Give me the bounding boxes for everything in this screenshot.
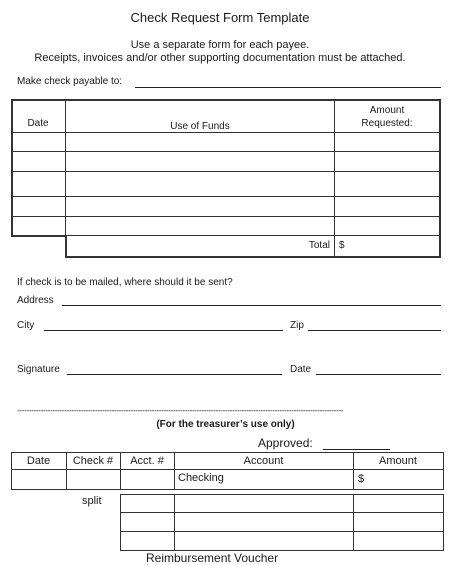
- total-label: Total: [308, 240, 330, 251]
- split-label: split: [82, 495, 102, 507]
- zip-field[interactable]: [308, 330, 441, 331]
- payable-field[interactable]: [135, 87, 441, 88]
- treasurer-col-date: Date: [26, 455, 51, 467]
- instruction-line-2: Receipts, invoices and/or other supporting documentation must be attached.: [34, 52, 406, 64]
- city-label: City: [17, 320, 35, 331]
- mail-question: If check is to be mailed, where should it be sent?: [17, 277, 233, 288]
- approved-label: Approved:: [258, 436, 313, 450]
- date-label: Date: [290, 364, 312, 375]
- amount-currency: $: [358, 473, 365, 485]
- signature-label: Signature: [17, 364, 60, 375]
- zip-label: Zip: [290, 320, 304, 331]
- dashed-divider: ------------------------------------------------------------------------------------------------------------------------------------------: [17, 406, 344, 415]
- date-field[interactable]: [316, 374, 441, 375]
- treasurer-col-acct: Acct. #: [130, 455, 164, 467]
- total-currency: $: [339, 240, 345, 251]
- instruction-line-1: Use a separate form for each payee.: [130, 39, 310, 51]
- payable-label: Make check payable to:: [17, 76, 123, 87]
- treasurer-note: (For the treasurer’s use only): [156, 419, 295, 430]
- col-date-header: Date: [27, 118, 49, 129]
- treasurer-col-check: Check #: [72, 455, 114, 467]
- treasurer-col-amount: Amount: [379, 455, 417, 467]
- approved-field[interactable]: [323, 449, 390, 450]
- address-field[interactable]: [62, 305, 441, 306]
- address-label: Address: [17, 295, 54, 306]
- col-amount-header-line2: Requested:: [361, 118, 413, 129]
- col-amount-header-line1: Amount: [369, 105, 405, 116]
- form-title: Check Request Form Template: [130, 10, 310, 25]
- checking-label: Checking: [178, 472, 224, 484]
- total-amount-field[interactable]: [350, 237, 438, 255]
- signature-field[interactable]: [67, 374, 282, 375]
- footer-title: Reimbursement Voucher: [146, 551, 279, 565]
- city-field[interactable]: [44, 330, 283, 331]
- treasurer-col-account: Account: [243, 455, 284, 467]
- col-use-header: Use of Funds: [170, 121, 230, 132]
